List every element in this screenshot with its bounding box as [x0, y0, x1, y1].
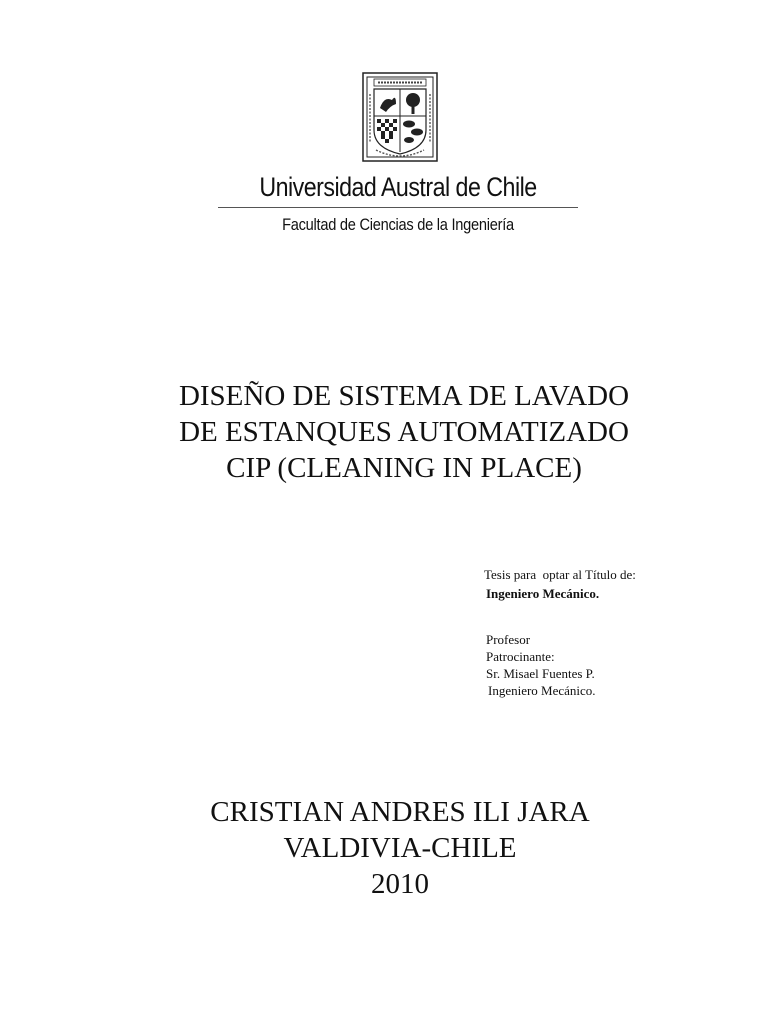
degree-name: Ingeniero Mecánico.: [486, 586, 600, 601]
header-divider: [218, 207, 578, 208]
faculty-name: Facultad de Ciencias de la Ingeniería: [282, 215, 514, 234]
thesis-title-line: DISEÑO DE SISTEMA DE LAVADO: [178, 380, 630, 412]
author-block: [100, 794, 700, 902]
thesis-label: Tesis para optar al Título de:: [484, 567, 636, 582]
university-name: Universidad Austral de Chile: [259, 172, 537, 202]
thesis-title-line: DE ESTANQUES AUTOMATIZADO: [179, 416, 629, 448]
location: VALDIVIA-CHILE: [283, 832, 517, 864]
thesis-title: [80, 378, 728, 486]
advisor-label-1: Profesor: [486, 632, 531, 647]
thesis-degree-block: [484, 565, 754, 603]
advisor-title: Ingeniero Mecánico.: [488, 683, 596, 698]
author-name: CRISTIAN ANDRES ILI JARA: [210, 796, 590, 828]
advisor-name: Sr. Misael Fuentes P.: [486, 666, 595, 681]
year: 2010: [371, 868, 429, 900]
thesis-title-line: CIP (CLEANING IN PLACE): [226, 452, 582, 484]
advisor-block: [486, 631, 756, 699]
university-crest-icon: [362, 72, 438, 162]
advisor-label-2: Patrocinante:: [486, 649, 555, 664]
